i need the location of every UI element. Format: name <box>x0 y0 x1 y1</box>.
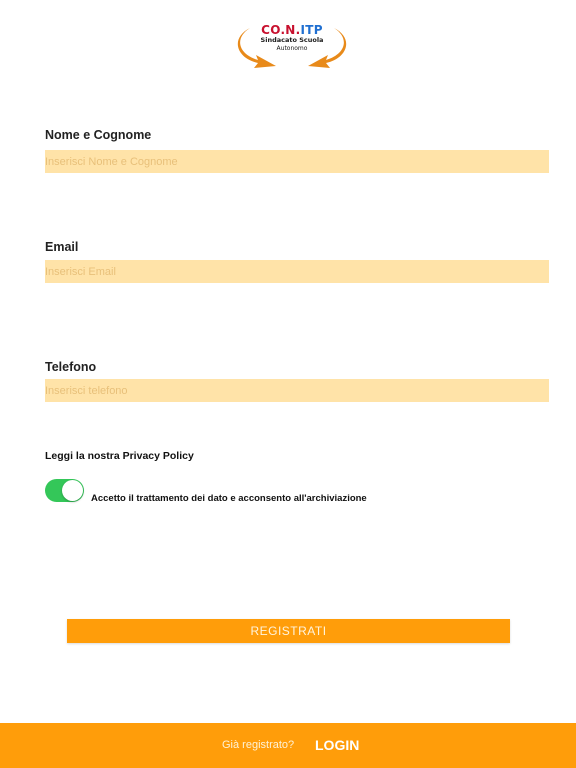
toggle-knob <box>62 480 83 501</box>
logo-title-part1: CO.N. <box>261 23 301 37</box>
name-input[interactable] <box>45 150 549 173</box>
logo-tagline: Autonomo <box>276 45 308 52</box>
register-button[interactable]: REGISTRATI <box>67 619 510 643</box>
footer-bar <box>0 723 576 768</box>
app-logo <box>236 22 348 72</box>
phone-label: Telefono <box>45 360 97 374</box>
email-input[interactable] <box>45 260 549 283</box>
email-label: Email <box>45 240 79 254</box>
consent-toggle[interactable] <box>45 479 84 502</box>
logo-subtitle: Sindacato Scuola <box>260 36 324 44</box>
logo-title <box>236 23 348 37</box>
logo-title-part2: ITP <box>300 23 323 37</box>
name-label: Nome e Cognome <box>45 128 152 142</box>
privacy-policy-link[interactable]: Leggi la nostra Privacy Policy <box>45 450 194 462</box>
already-registered-text: Già registrato? <box>222 739 295 751</box>
phone-input[interactable] <box>45 379 549 402</box>
consent-label: Accetto il trattamento dei dato e acconsento all'archiviazione <box>91 493 367 504</box>
login-link[interactable]: LOGIN <box>315 737 360 753</box>
